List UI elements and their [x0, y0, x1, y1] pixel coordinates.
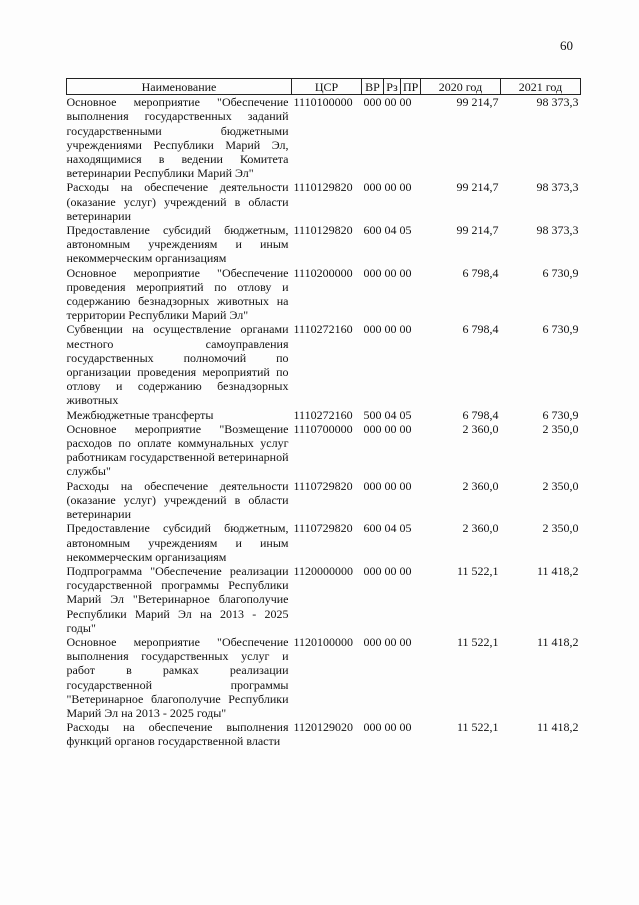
page-number: 60 [560, 38, 573, 53]
row-codes: 500 04 05 [363, 407, 412, 422]
row-2020: 99 214,7 [456, 223, 499, 238]
row-name: Расходы на обеспечение деятельности (оказание услуг) учреждений в области ветеринарии [66, 180, 289, 223]
row-2021: 98 373,3 [536, 180, 579, 195]
row-2021: 6 730,9 [542, 407, 579, 422]
header-name: Наименование [67, 79, 292, 95]
row-name: Межбюджетные трансферты [66, 407, 214, 422]
table-row [67, 180, 581, 223]
row-name: Предоставление субсидий бюджетным, автономным учреждениям и иным некоммерческим организациям [66, 521, 289, 564]
row-name: Расходы на обеспечение деятельности (оказание услуг) учреждений в области ветеринарии [66, 478, 289, 522]
row-name: Расходы на обеспечение выполнения функций органов государственной власти [66, 720, 289, 749]
table-row [67, 479, 581, 522]
budget-table [66, 78, 581, 749]
row-2021: 98 373,3 [536, 95, 579, 110]
row-csr: 1110129820 [293, 223, 353, 238]
row-csr: 1110729820 [293, 521, 353, 536]
row-codes: 000 00 00 [363, 421, 412, 436]
row-csr: 1110729820 [293, 478, 353, 493]
row-name: Основное мероприятие "Обеспечение выполнения государственных услуг и работ в рамках реализации государственной программы "Ветеринарное благополучие Республики Марий Эл на 2013 - 2025 годы" [66, 634, 289, 720]
row-2021: 2 350,0 [542, 421, 579, 436]
row-codes: 000 00 00 [363, 322, 412, 337]
row-2021: 98 373,3 [536, 223, 579, 238]
row-name: Субвенции на осуществление органами местного самоуправления государственных полномочий по организации проведения мероприятий по отлову и содержанию безнадзорных животных [66, 322, 289, 408]
row-csr: 1120129020 [293, 720, 354, 735]
table-row [67, 635, 581, 720]
row-name: Основное мероприятие "Обеспечение проведения мероприятий по отлову и содержанию безнадзорных животных на территории Республики Марий Эл" [66, 265, 289, 323]
row-2020: 11 522,1 [456, 720, 499, 735]
table-row [67, 95, 581, 181]
row-2021: 2 350,0 [542, 478, 579, 493]
row-2020: 6 798,4 [462, 322, 499, 337]
table-body [67, 95, 581, 749]
table-row [67, 720, 581, 748]
row-csr: 1110200000 [293, 265, 353, 280]
row-2021: 2 350,0 [542, 521, 579, 536]
row-csr: 1110272160 [293, 322, 353, 337]
row-csr: 1120000000 [293, 563, 354, 578]
row-csr: 1110700000 [293, 421, 353, 436]
row-csr: 1110129820 [293, 180, 353, 195]
header-pr: ПР [401, 79, 421, 95]
row-2020: 11 522,1 [456, 563, 499, 578]
table-row [67, 322, 581, 407]
row-2020: 6 798,4 [462, 265, 499, 280]
table-row [67, 408, 581, 422]
table-row [67, 521, 581, 564]
row-csr: 1110100000 [293, 95, 353, 110]
row-2021: 6 730,9 [542, 265, 579, 280]
table-row [67, 564, 581, 635]
row-2021: 11 418,2 [536, 720, 579, 735]
table-row [67, 223, 581, 266]
row-2020: 99 214,7 [456, 95, 499, 110]
row-2020: 2 360,0 [462, 421, 499, 436]
row-name: Основное мероприятие "Обеспечение выполнения государственных заданий государственными бюджетными учреждениями Республики Марий Эл, находящимися в ведении Комитета ветеринарии Республики Марий Эл" [66, 95, 289, 181]
header-rz: Рз [384, 79, 401, 95]
header-2021: 2021 год [501, 79, 581, 95]
row-2020: 2 360,0 [462, 521, 499, 536]
row-codes: 000 00 00 [363, 563, 412, 578]
row-name: Основное мероприятие "Возмещение расходов по оплате коммунальных услуг работникам государственной ветеринарной службы" [66, 421, 289, 479]
row-codes: 000 00 00 [363, 95, 412, 110]
row-2021: 11 418,2 [536, 563, 579, 578]
row-codes: 000 00 00 [363, 720, 412, 735]
row-codes: 000 00 00 [363, 180, 412, 195]
row-codes: 000 00 00 [363, 265, 412, 280]
header-2020: 2020 год [421, 79, 501, 95]
table-row [67, 266, 581, 323]
row-name: Предоставление субсидий бюджетным, автономным учреждениям и иным некоммерческим организациям [66, 223, 289, 266]
row-2021: 11 418,2 [536, 634, 579, 649]
row-csr: 1110272160 [293, 407, 353, 422]
row-codes: 000 00 00 [363, 634, 412, 649]
row-name: Подпрограмма "Обеспечение реализации государственной программы Республики Марий Эл "Ветеринарное благополучие Республики Марий Эл на 2013 - 2025 годы" [66, 563, 289, 635]
row-codes: 600 04 05 [363, 223, 412, 238]
row-2020: 11 522,1 [456, 634, 499, 649]
row-csr: 1120100000 [293, 634, 354, 649]
row-codes: 000 00 00 [363, 478, 412, 493]
table-row [67, 422, 581, 479]
table-header [67, 79, 581, 95]
header-vr: ВР [362, 79, 384, 95]
row-2020: 2 360,0 [462, 478, 499, 493]
row-2020: 99 214,7 [456, 180, 499, 195]
row-2021: 6 730,9 [542, 322, 579, 337]
row-codes: 600 04 05 [363, 521, 412, 536]
header-csr: ЦСР [292, 79, 362, 95]
row-2020: 6 798,4 [462, 407, 499, 422]
